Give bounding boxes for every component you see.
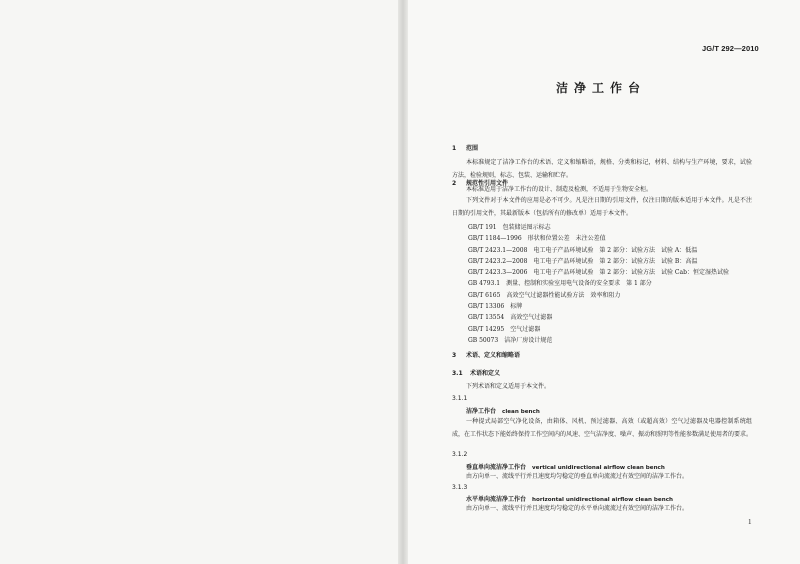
list-item: GB/T 191 包装储运图示标志 bbox=[468, 224, 551, 231]
section-2-heading bbox=[452, 178, 508, 187]
term-heading bbox=[466, 406, 540, 415]
list-item: GB 4793.1 测量、控制和实验室用电气设备的安全要求 第 1 部分 bbox=[468, 280, 652, 288]
section-number: 2 bbox=[452, 180, 457, 187]
term-definition: 由方向单一、流线平行并且速度均匀稳定的垂直单向流流过有效空间的洁净工作台。 bbox=[466, 473, 689, 480]
section-title: 规范性引用文件 bbox=[466, 180, 509, 187]
normative-intro: 下列文件对于本文件的应用是必不可少。凡是注日期的引用文件，仅注日期的版本适用于本文件。凡是不注日期的引用文件，其最新版本（包括所有的修改单）适用于本文件。 bbox=[452, 197, 752, 217]
list-item: GB/T 2423.1—2008 电工电子产品环境试验 第 2 部分：试验方法 试验 A：低温 bbox=[468, 246, 698, 254]
term-number: 3.1.1 bbox=[452, 395, 468, 402]
list-item: GB/T 2423.3—2006 电工电子产品环境试验 第 2 部分：试验方法 试验 Cab：恒定湿热试验 bbox=[468, 269, 729, 277]
term-number: 3.1.2 bbox=[452, 451, 468, 458]
term-heading bbox=[466, 462, 665, 471]
document-title: 洁净工作台 bbox=[556, 81, 647, 95]
standard-code: JG/T 292—2010 bbox=[702, 44, 759, 53]
term-title: 洁净工作台 bbox=[466, 408, 497, 415]
subsection-title: 术语和定义 bbox=[470, 370, 501, 377]
section-title: 范围 bbox=[466, 145, 479, 152]
list-item: GB/T 13306 标牌 bbox=[468, 303, 523, 311]
list-item: GB/T 14295 空气过滤器 bbox=[468, 325, 541, 333]
subsection-3-1-heading bbox=[452, 368, 500, 377]
list-item: GB/T 6165 高效空气过滤器性能试验方法 效率和阻力 bbox=[468, 291, 621, 299]
term-definition: 由方向单一、流线平行并且速度均匀稳定的水平单向流流过有效空间的洁净工作台。 bbox=[466, 505, 689, 512]
term-title: 水平单向流洁净工作台 bbox=[466, 496, 527, 503]
reference-list bbox=[468, 222, 729, 346]
section-3-heading bbox=[452, 350, 520, 359]
list-item: GB/T 2423.2—2008 电工电子产品环境试验 第 2 部分：试验方法 试验 B：高温 bbox=[468, 257, 698, 265]
list-item: GB/T 1184—1996 形状和位置公差 未注公差值 bbox=[468, 235, 606, 243]
term-english: clean bench bbox=[502, 409, 540, 415]
list-item: GB 50073 洁净厂房设计规范 bbox=[468, 336, 553, 344]
term-definition: 一种提式局部空气净化设备，由箱体、风机、预过滤器、高效（或超高效）空气过滤器及电器控制系统组成，在工作状态下能始终保持工作空间内的风速、空气洁净度、噪声、振动和照明等性能参数满足使用者的要求。 bbox=[452, 418, 753, 438]
term-heading bbox=[466, 494, 673, 503]
standard-page bbox=[408, 0, 800, 564]
term-title: 垂直单向流洁净工作台 bbox=[466, 464, 527, 471]
scope-paragraph-1: 本标准规定了洁净工作台的术语、定义和缩略语，规格、分类和标记，材料、结构与生产环境，要求，试验方法，检验规则，标志、包装、运输和贮存。 bbox=[452, 159, 752, 179]
page-number: 1 bbox=[748, 518, 752, 526]
section-title: 术语、定义和缩略语 bbox=[466, 352, 521, 359]
book-spine bbox=[398, 0, 408, 564]
term-english: horizontal unidirectional airflow clean bench bbox=[532, 497, 674, 503]
terms-intro: 下列术语和定义适用于本文件。 bbox=[466, 383, 551, 390]
section-number: 1 bbox=[452, 145, 457, 152]
subsection-number: 3.1 bbox=[452, 370, 463, 377]
section-number: 3 bbox=[452, 352, 457, 359]
term-english: vertical unidirectional airflow clean bench bbox=[532, 465, 665, 471]
scope-paragraph-2: 本标准适用于洁净工作台的设计、制造及检测，不适用于生物安全柜。 bbox=[466, 186, 653, 193]
left-blank-page bbox=[0, 0, 398, 564]
list-item: GB/T 13554 高效空气过滤器 bbox=[468, 314, 553, 322]
term-number: 3.1.3 bbox=[452, 484, 468, 491]
section-1-heading bbox=[452, 143, 478, 152]
